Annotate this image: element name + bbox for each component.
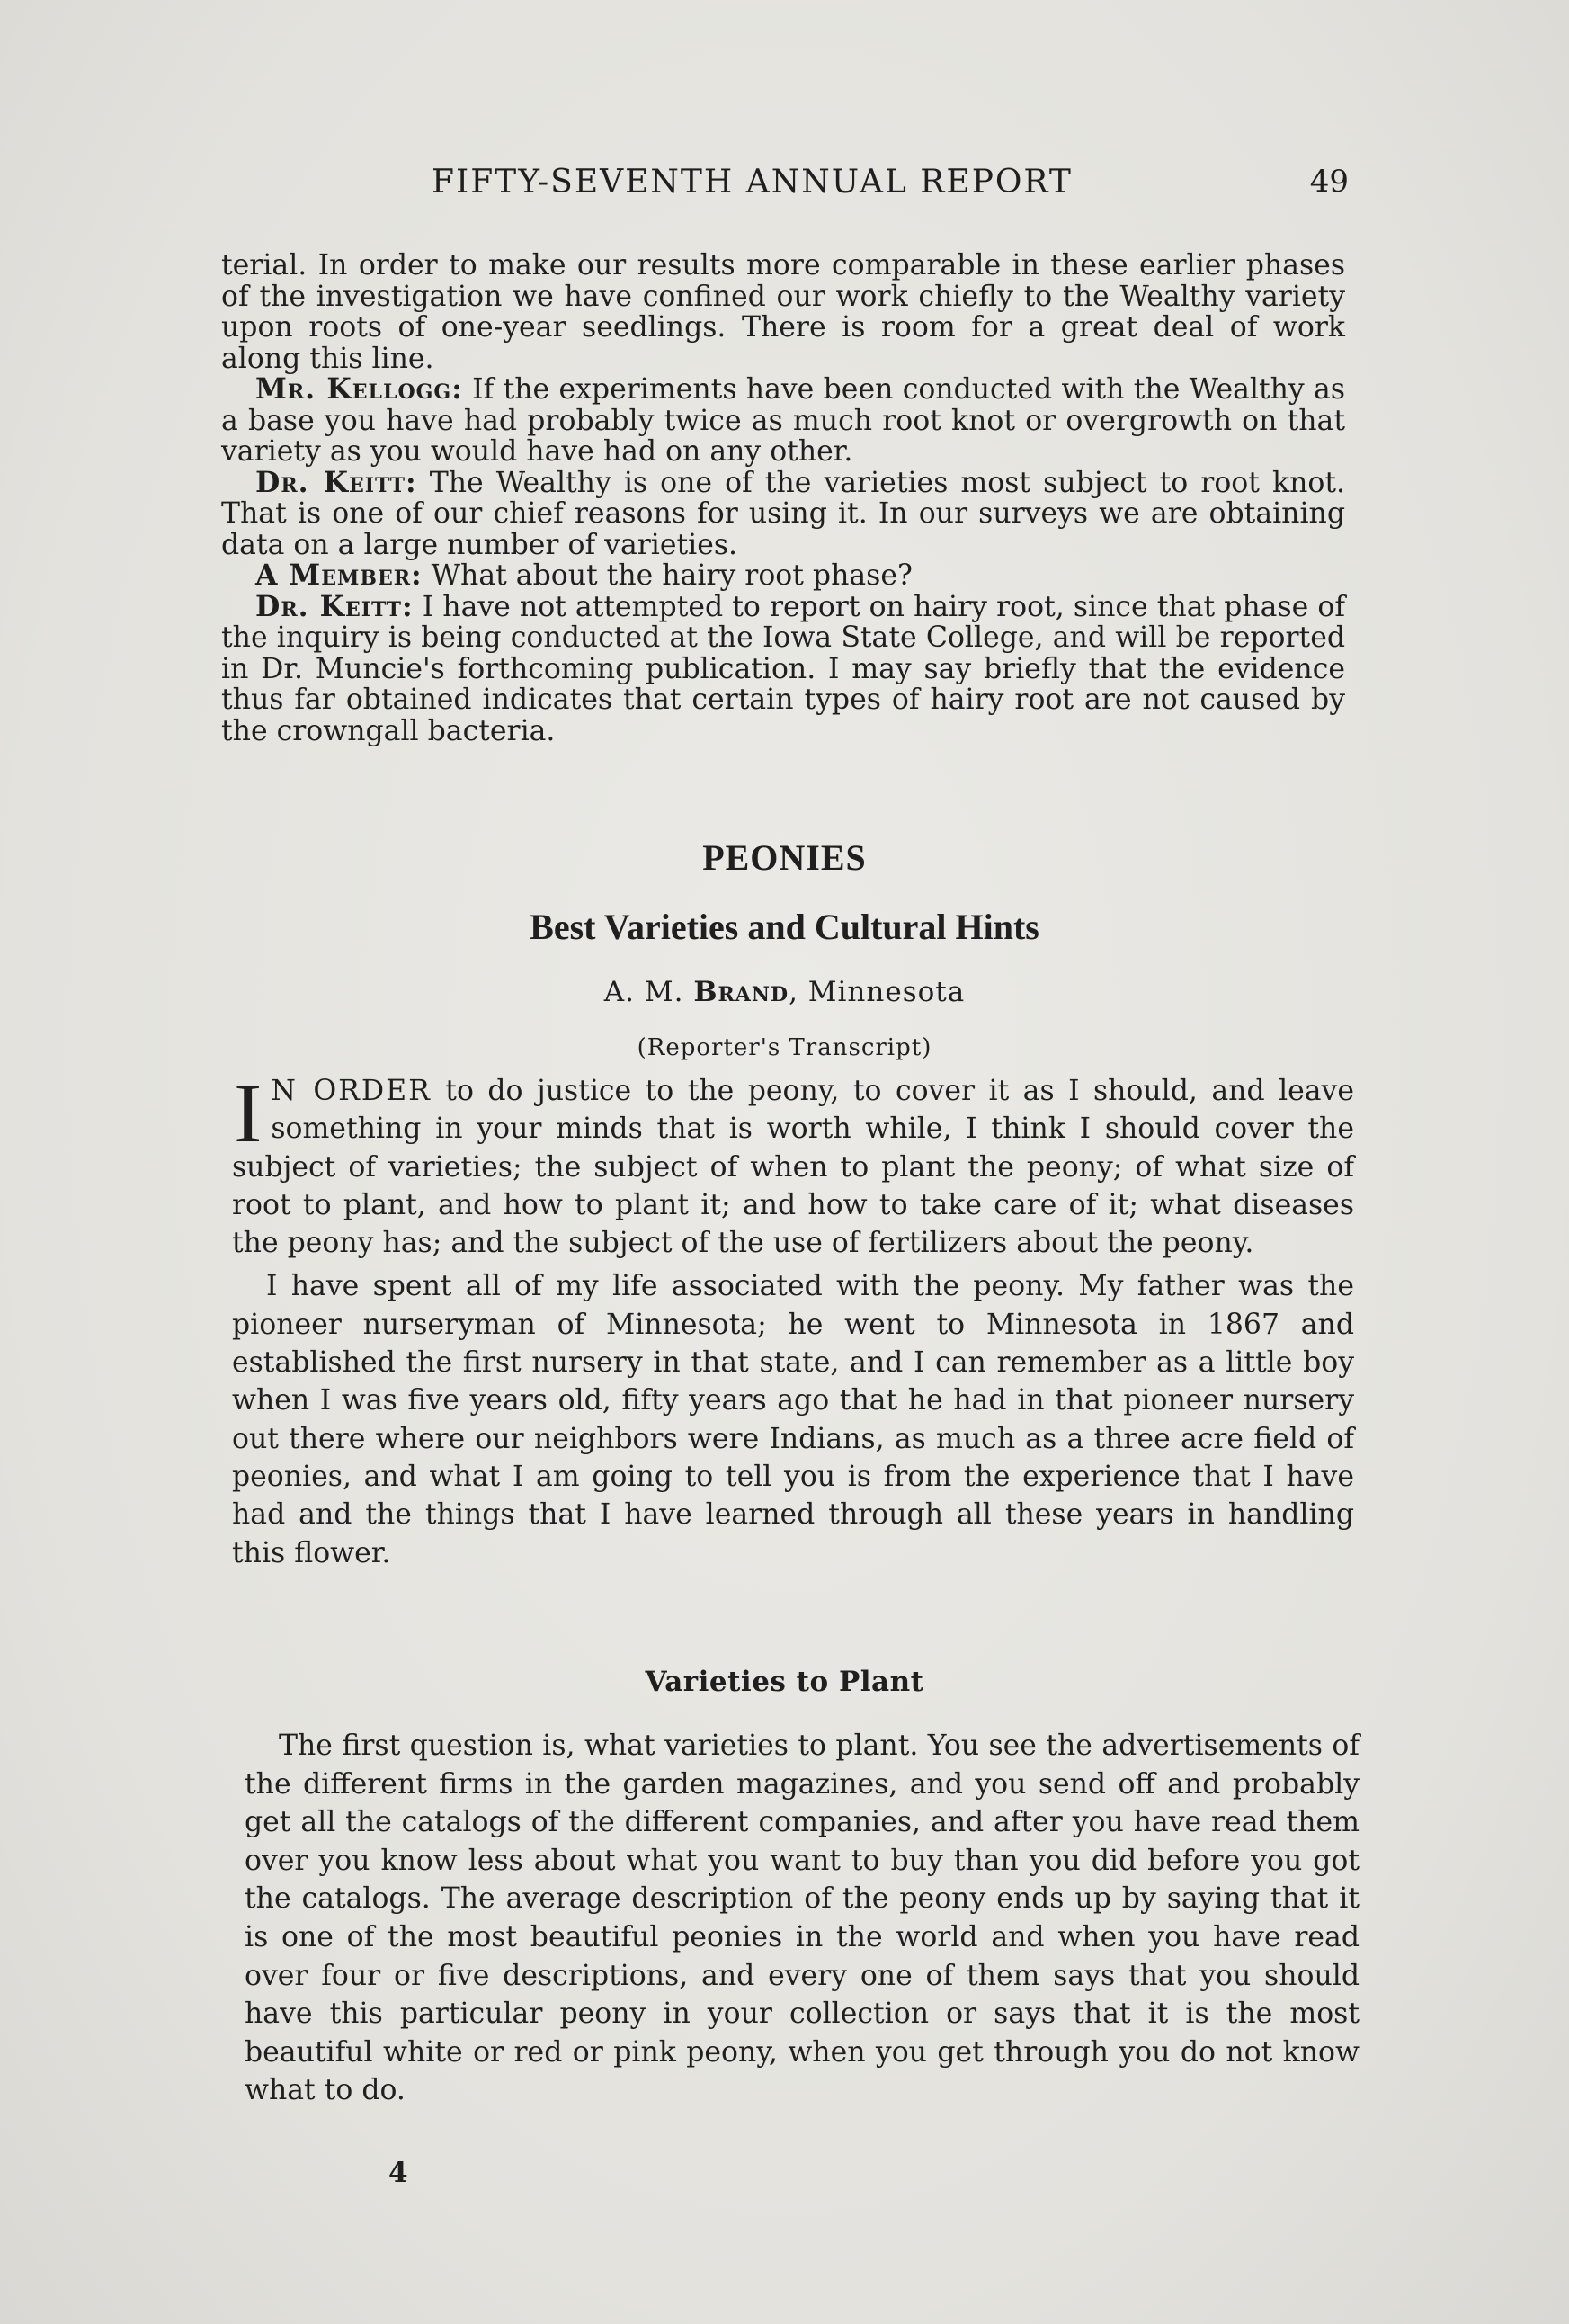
- discussion-paragraph: terial. In order to make our results more comparable in these earlier phases of the investigation we have confined our work chiefly to the Wealthy variety upon roots of one-year seedlings. There is room for a great deal of work along this line.: [221, 249, 1345, 375]
- speaker-label: Dr. Keitt:: [255, 465, 417, 499]
- paragraph-text: to do justice to the peony, to cover it as I should, and leave something in your minds that is worth while, I think I should cover the subject of varieties; the subject of when to plant the peony; of what size of root to plant, and how to plant it; and how to take care of it; what diseases the peony has; and the subject of the use of fertilizers about the peony.: [232, 1075, 1354, 1260]
- author-state: , Minnesota: [789, 976, 966, 1008]
- discussion-paragraph: [221, 560, 1345, 592]
- page-number: 49: [1309, 164, 1349, 200]
- section-heading: Varieties to Plant: [645, 1666, 924, 1698]
- speaker-label: A Member:: [255, 559, 423, 592]
- author-line: [0, 976, 1569, 1008]
- discussion-paragraph: [221, 374, 1345, 468]
- speaker-text: If the experiments have been conducted with the Wealthy as a base you have had probably twice as much root knot or overgrowth on that variety as you would have had on any other.: [221, 373, 1345, 468]
- speaker-label: Mr. Kellogg:: [255, 372, 463, 406]
- article-subtitle: Best Varieties and Cultural Hints: [530, 907, 1039, 947]
- speaker-text: What about the hairy root phase?: [422, 559, 913, 592]
- article-paragraph: I have spent all of my life associated with the peony. My father was the pioneer nurseryman of Minnesota; he went to Minnesota in 1867 and established the first nursery in that state, and I can remember as a little boy when I was five years old, fifty years ago that he had in that pioneer nursery out there where our neighbors were Indians, as much as a three acre field of peonies, and what I am going to tell you is from the experience that I have had and the things that I have learned through all these years in handling this flower.: [232, 1270, 1354, 1569]
- discussion-paragraph: [221, 589, 1345, 747]
- speaker-text: I have not attempted to report on hairy root, since that phase of the inquiry is being conducted at the Iowa State College, and will be reported in Dr. Muncie's forthcoming publication. I may say briefly that the evidence thus far obtained indicates that certain types of hairy root are not caused by the crowngall bacteria.: [221, 590, 1345, 747]
- speaker-label: Dr. Keitt:: [255, 589, 414, 623]
- running-header: [225, 164, 1349, 209]
- discussion-paragraph: [221, 465, 1345, 561]
- discussion-section: [221, 250, 1345, 746]
- article-body: [232, 1067, 1354, 1578]
- section-body: [245, 1727, 1360, 2110]
- author-initials: A. M.: [603, 976, 694, 1008]
- running-title: FIFTY-SEVENTH ANNUAL REPORT: [432, 164, 1073, 201]
- lead-words: N ORDER: [271, 1075, 432, 1107]
- transcript-note: (Reporter's Transcript): [637, 1034, 932, 1061]
- article-title: PEONIES: [702, 837, 867, 878]
- article-paragraph: [232, 1067, 1354, 1262]
- article-paragraph: The first question is, what varieties to plant. You see the advertisements of the different firms in the garden magazines, and you send off and probably get all the catalogs of the different companies, and after you have read them over you know less about what you want to buy than you did before you got the catalogs. The average description of the peony ends up by saying that it is one of the most beautiful peonies in the world and when you have read over four or five descriptions, and every one of them says that you should have this particular peony in your collection or says that it is the most beautiful white or red or pink peony, when you get through you do not know what to do.: [245, 1730, 1360, 2107]
- author-surname: Brand: [693, 976, 789, 1008]
- speaker-text: The Wealthy is one of the varieties most subject to root knot. That is one of our chief reasons for using it. In our surveys we are obtaining data on a large number of varieties.: [221, 466, 1345, 561]
- drop-cap: I: [234, 1067, 263, 1160]
- signature-mark: 4: [388, 2157, 408, 2189]
